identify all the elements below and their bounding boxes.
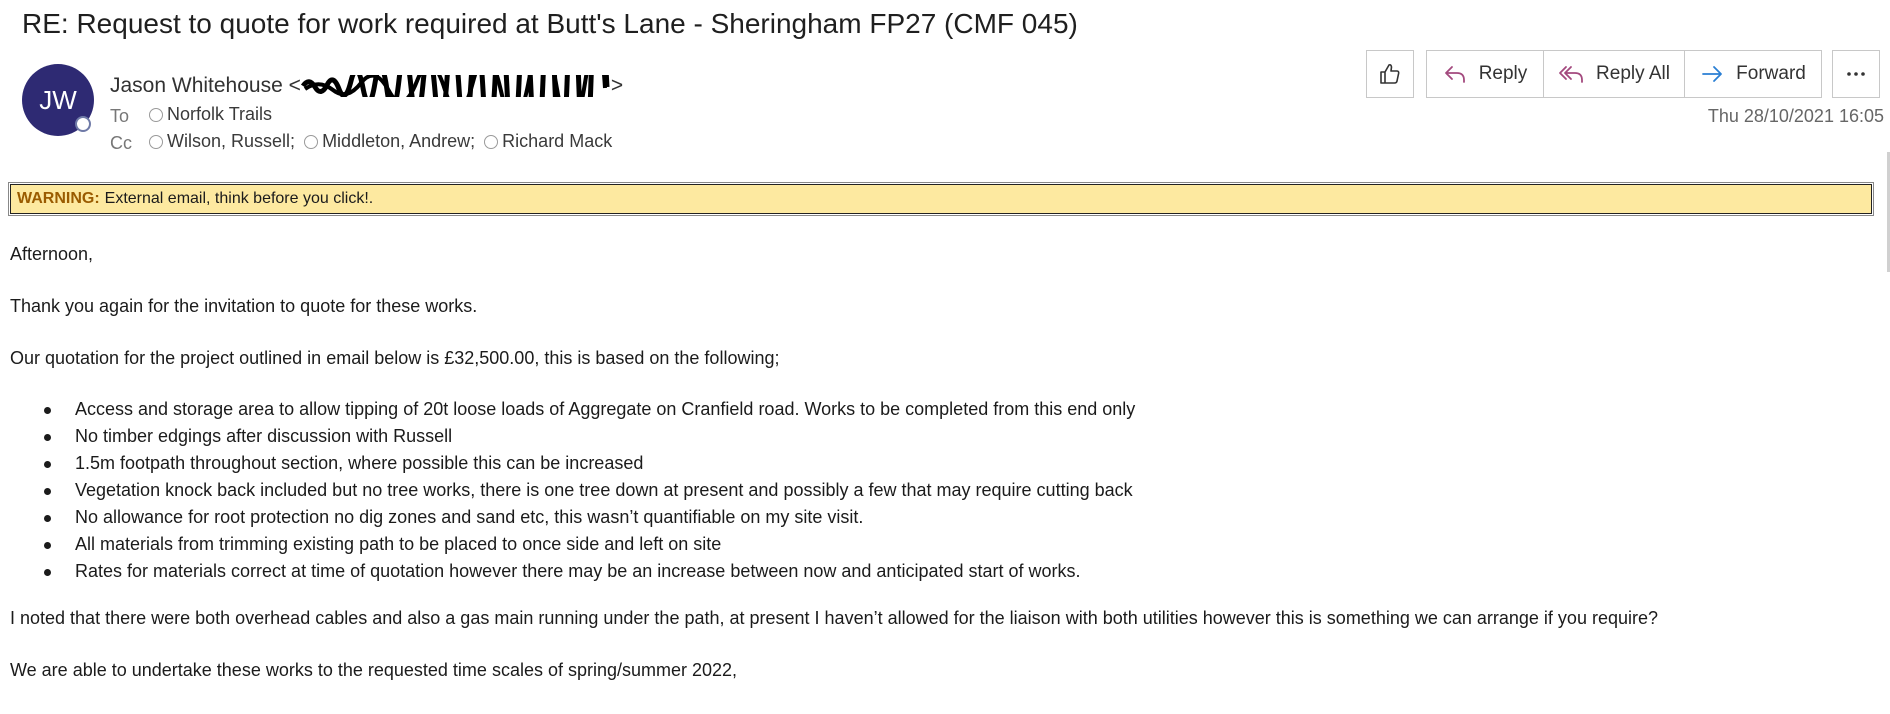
list-item: Vegetation knock back included but no tree works, there is one tree down at present and possibly a few that may require cutting back: [10, 477, 1135, 504]
like-icon: [1378, 62, 1402, 86]
cc-line: [110, 131, 612, 154]
to-label: To: [110, 105, 130, 126]
more-icon: [1844, 62, 1868, 86]
forward-label: Forward: [1736, 63, 1806, 84]
sender-name[interactable]: Jason Whitehouse: [110, 74, 283, 97]
recipient-status-icon: [484, 135, 498, 149]
presence-status-icon: [75, 116, 91, 132]
body-paragraph: I noted that there were both overhead cables and also a gas main running under the path, at present I haven’t allowed for the liaison with both utilities however this is something we can arrange if you require?: [10, 608, 1658, 628]
body-paragraph: We are able to undertake these works to the requested time scales of spring/summer 2022,: [10, 660, 738, 680]
email-subject: RE: Request to quote for work required at Butt's Lane - Sheringham FP27 (CMF 045): [22, 8, 1078, 39]
recipient-cc[interactable]: Wilson, Russell;: [149, 131, 295, 152]
like-button[interactable]: [1366, 50, 1414, 98]
recipient-status-icon: [304, 135, 318, 149]
recipient-status-icon: [149, 135, 163, 149]
recipient-cc[interactable]: Middleton, Andrew;: [304, 131, 475, 152]
recipient-to[interactable]: Norfolk Trails: [149, 104, 272, 125]
more-actions-button[interactable]: [1832, 50, 1880, 98]
reply-icon: [1443, 62, 1467, 86]
external-warning-banner: [10, 184, 1872, 214]
list-item: Access and storage area to allow tipping of 20t loose loads of Aggregate on Cranfield road. Works to be completed from this end only: [10, 396, 1135, 423]
list-item: Rates for materials correct at time of quotation however there may be an increase between now and anticipated start of works.: [10, 558, 1135, 585]
body-greeting: Afternoon,: [10, 244, 94, 264]
body-paragraph: Our quotation for the project outlined in email below is £32,500.00, this is based on the following;: [10, 348, 780, 368]
forward-button[interactable]: [1685, 50, 1822, 98]
reply-all-icon: [1558, 62, 1584, 86]
warning-text: External email, think before you click!.: [104, 190, 374, 207]
list-item: All materials from trimming existing path to be placed to once side and left on site: [10, 531, 1135, 558]
recipient-status-icon: [149, 108, 163, 122]
reply-label: Reply: [1478, 63, 1528, 84]
avatar-initials: JW: [39, 84, 77, 115]
list-item: 1.5m footpath throughout section, where possible this can be increased: [10, 450, 1135, 477]
quote-bullet-list: [10, 396, 1135, 585]
sender-line: [110, 74, 623, 98]
list-item: No timber edgings after discussion with Russell: [10, 423, 1135, 450]
body-paragraph: Thank you again for the invitation to quote for these works.: [10, 296, 478, 316]
reply-button[interactable]: [1426, 50, 1544, 98]
list-item: No allowance for root protection no dig zones and sand etc, this wasn’t quantifiable on my site visit.: [10, 504, 1135, 531]
sender-email-close: >: [610, 74, 624, 97]
redacted-email-scribble: [301, 75, 611, 97]
reply-all-button[interactable]: [1544, 50, 1685, 98]
recipient-cc[interactable]: Richard Mack: [484, 131, 612, 152]
sender-email-open: <: [288, 74, 301, 97]
reply-all-label: Reply All: [1596, 63, 1670, 84]
cc-label: Cc: [110, 132, 132, 153]
sent-date: Thu 28/10/2021 16:05: [1707, 106, 1884, 126]
warning-label: WARNING:: [17, 190, 100, 207]
forward-icon: [1700, 62, 1724, 86]
to-line: [110, 104, 272, 127]
